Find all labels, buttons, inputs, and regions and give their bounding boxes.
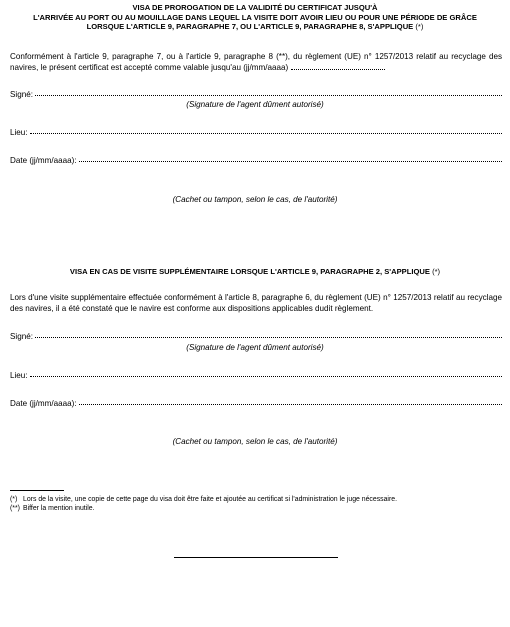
section2-signed-field xyxy=(10,331,502,342)
section1-date-blank[interactable] xyxy=(79,155,502,162)
section1-title-line2: L'ARRIVÉE AU PORT OU AU MOUILLAGE DANS LEQUEL LA VISITE DOIT AVOIR LIEU OU POUR UNE PÉRIODE DE GRÂCE xyxy=(33,12,477,22)
section1-place-blank[interactable] xyxy=(30,127,502,134)
bottom-rule xyxy=(174,557,338,558)
section2-place-label: Lieu: xyxy=(10,371,28,380)
footnote-1-mark: (*) xyxy=(10,496,18,503)
section1-date-label: Date (jj/mm/aaaa): xyxy=(10,156,77,165)
section1-date-field xyxy=(10,155,502,166)
section2-signed-blank[interactable] xyxy=(35,331,502,338)
section2-place-blank[interactable] xyxy=(30,370,502,377)
section1-signature-caption: (Signature de l'agent dûment autorisé) xyxy=(186,100,324,109)
footnote-2 xyxy=(10,504,502,514)
section1-stamp-caption: (Cachet ou tampon, selon le cas, de l'autorité) xyxy=(172,195,338,204)
section2-paragraph: Lors d'une visite supplémentaire effectuée conformément à l'article 8, paragraphe 6, du règlement (UE) n° 1257/2013 relatif au recyclage des navires, il a été constaté que le navire est conforme aux dispositions applicables dudit règlement. xyxy=(10,293,502,313)
validity-date-blank[interactable] xyxy=(291,63,385,70)
section1-title xyxy=(0,3,510,32)
section2-date-label: Date (jj/mm/aaaa): xyxy=(10,399,77,408)
section2-signature-caption: (Signature de l'agent dûment autorisé) xyxy=(186,343,324,352)
section1-title-footnote-mark: (*) xyxy=(415,22,424,31)
section2-title: VISA EN CAS DE VISITE SUPPLÉMENTAIRE LORSQUE L'ARTICLE 9, PARAGRAPHE 2, S'APPLIQUE (*) xyxy=(69,267,441,276)
section2-date-blank[interactable] xyxy=(79,398,502,405)
footnote-2-text: Biffer la mention inutile. xyxy=(23,505,95,512)
footnote-2-mark: (**) xyxy=(10,505,20,512)
footnote-1-text: Lors de la visite, une copie de cette page du visa doit être faite et ajoutée au certificat si l'administration le juge nécessaire. xyxy=(23,496,398,503)
section1-paragraph: Conformément à l'article 9, paragraphe 7, ou à l'article 9, paragraphe 8 (**), du règlement (UE) n° 1257/2013 relatif au recyclage des navires, le présent certificat est accepté comme valable jusqu'au (jj/mm/aaaa) xyxy=(10,52,502,72)
section1-title-line3: LORSQUE L'ARTICLE 9, PARAGRAPHE 7, OU L'ARTICLE 9, PARAGRAPHE 8, S'APPLIQUE (*) xyxy=(86,22,424,31)
section2-title-footnote-mark: (*) xyxy=(432,267,441,276)
section2-date-field xyxy=(10,398,502,409)
section1-signed-label: Signé: xyxy=(10,90,33,99)
section1-place-label: Lieu: xyxy=(10,128,28,137)
section2-signed-label: Signé: xyxy=(10,332,33,341)
section1-place-field xyxy=(10,127,502,138)
section1-title-line1: VISA DE PROROGATION DE LA VALIDITÉ DU CERTIFICAT JUSQU'À xyxy=(132,3,378,12)
section2-stamp-caption: (Cachet ou tampon, selon le cas, de l'autorité) xyxy=(172,437,338,446)
section1-signed-blank[interactable] xyxy=(35,89,502,96)
footnote-separator xyxy=(10,490,64,491)
section2-place-field xyxy=(10,370,502,381)
